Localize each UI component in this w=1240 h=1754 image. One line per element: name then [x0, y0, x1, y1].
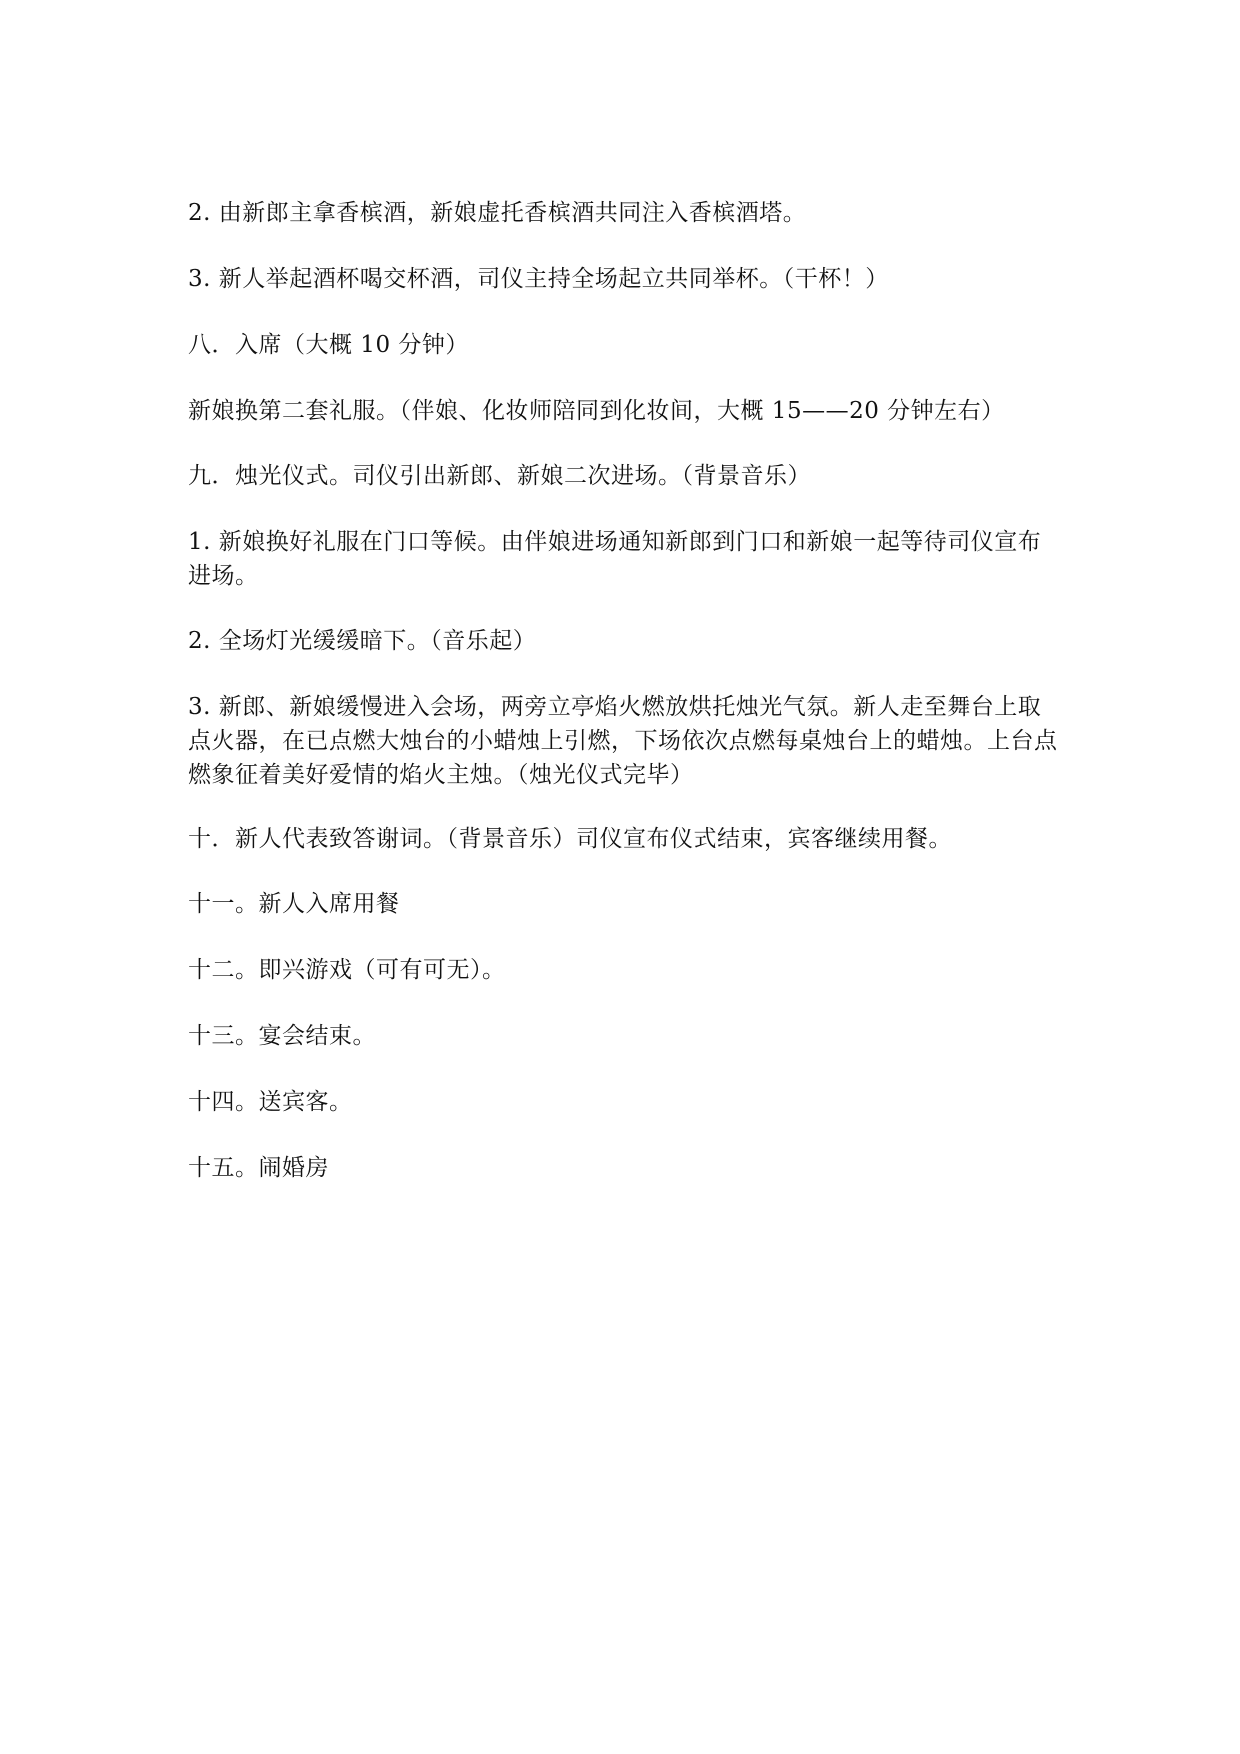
section-heading-dining: 十一。新人入席用餐 — [188, 891, 400, 917]
section-heading-see-off-guests: 十四。送宾客。 — [188, 1089, 353, 1115]
section-heading-thanks-speech: 十．新人代表致答谢词。（背景音乐）司仪宣布仪式结束，宾客继续用餐。 — [188, 826, 952, 852]
section-heading-candle-ceremony: 九．烛光仪式。司仪引出新郎、新娘二次进场。（背景音乐） — [188, 463, 811, 489]
section-heading-bridal-room: 十五。闹婚房 — [188, 1155, 329, 1181]
section-heading-seating: 八．入席（大概 10 分钟） — [188, 332, 469, 358]
paragraph-dress-change: 新娘换第二套礼服。（伴娘、化妆师陪同到化妆间，大概 15——20 分钟左右） — [188, 398, 1005, 424]
section-heading-banquet-end: 十三。宴会结束。 — [188, 1023, 376, 1049]
paragraph-wait-at-door: 1. 新娘换好礼服在门口等候。由伴娘进场通知新郎到门口和新娘一起等待司仪宣布进场。 — [188, 529, 1042, 589]
paragraph-candle-lighting: 3. 新郎、新娘缓慢进入会场，两旁立亭焰火燃放烘托烛光气氛。新人走至舞台上取点火器，在已点燃大烛台的小蜡烛上引燃，下场依次点燃每桌烛台上的蜡烛。上台点燃象征着美好爱情的焰火主烛。（烛光仪式完毕） — [188, 694, 1058, 788]
paragraph-lights-dim: 2. 全场灯光缓缓暗下。（音乐起） — [188, 628, 537, 654]
paragraph-toast: 3. 新人举起酒杯喝交杯酒，司仪主持全场起立共同举杯。（干杯！） — [188, 266, 889, 292]
section-heading-games: 十二。即兴游戏（可有可无）。 — [188, 957, 506, 983]
paragraph-champagne-pour: 2. 由新郎主拿香槟酒，新娘虚托香槟酒共同注入香槟酒塔。 — [188, 200, 807, 226]
